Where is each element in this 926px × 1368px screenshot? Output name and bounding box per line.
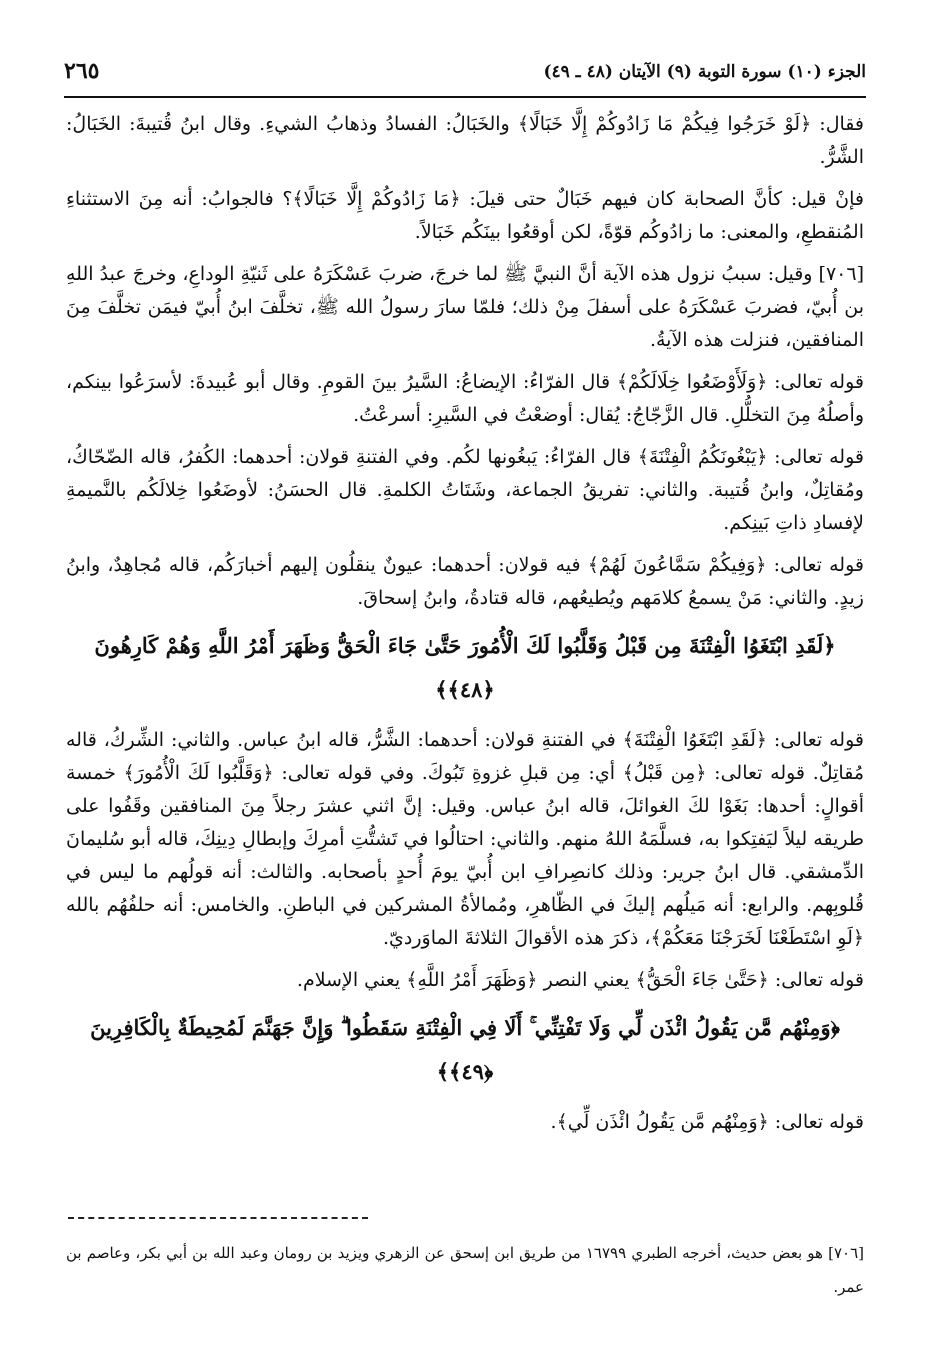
footnote: [٧٠٦] هو بعض حديث، أخرجه الطبري ١٦٧٩٩ من طريق ابن إسحق عن الزهري ويزيد بن رومان وعبد الله بن أبي بكر، وعاصم بن عمر. [66, 1244, 865, 1296]
running-header [64, 56, 866, 96]
quran-verse-48: ﴿لَقَدِ ابْتَغَوُا الْفِتْنَةَ مِن قَبْلُ وَقَلَّبُوا لَكَ الْأُمُورَ حَتَّىٰ جَاءَ الْحَقُّ وَظَهَرَ أَمْرُ اللَّهِ وَهُمْ كَارِهُونَ ﴿٤٨﴾﴾ [94, 633, 836, 702]
page-number: ٢٦٥ [64, 58, 100, 84]
paragraph: فقال: ﴿لَوْ خَرَجُوا فِيكُمْ مَا زَادُوكُمْ إِلَّا خَبَالًا﴾ والخَبَالُ: الفسادُ وذهابُ الشيءِ. وقال ابنُ قُتيبةَ: الخَبَالُ: الشَّرُّ. [66, 113, 864, 168]
paragraph: قوله تعالى: ﴿وَفِيكُمْ سَمَّاعُونَ لَهُمْ﴾ فيه قولان: أحدهما: عيونٌ ينقلُون إليهم أخبارَكُم، قاله مُجاهِدٌ، وابنُ زيدٍ. والثاني: مَنْ يسمعُ كلامَهم ويُطيعُهم، قاله قتادةُ، وابنُ إسحاقَ. [66, 554, 864, 609]
main-text [66, 108, 864, 1148]
paragraph: قوله تعالى: ﴿وَلَأَوْضَعُوا خِلَالَكُمْ﴾ قال الفرّاءُ: الإيضاعُ: السَّيرُ بينَ القومِ. وقال أبو عُبيدةَ: لأسرَعُوا بينكم، وأصلُهُ مِنَ التخلُّلِ. قال الزَّجّاجُ: يُقال: أوضعْتُ في السَّيرِ: أسرعْتُ. [66, 371, 864, 426]
header-rule [64, 96, 866, 98]
paragraph: [٧٠٦] وقيل: سببُ نزول هذه الآية أنَّ النبيَّ ﷺ لما خرجَ، ضربَ عَسْكَرَهُ على ثَنيّةِ الوداعِ، وخرجَ عبدُ اللهِ بن أُبيّ، فضربَ عَسْكَرَهُ على أسفلَ مِنْ ذلك؛ فلمّا سارَ رسولُ الله ﷺ، تخلَّفَ ابنُ أُبيّ فيمَن تخلَّفَ مِنَ المنافقين، فنزلت هذه الآيةُ. [66, 263, 864, 351]
footnote-divider [68, 1217, 368, 1219]
paragraph: قوله تعالى: ﴿يَبْغُونَكُمُ الْفِتْنَةَ﴾ قال الفرّاءُ: يَبغُونها لكُم. وفي الفتنةِ قولان: أحدهما: الكُفرُ، قاله الضّحّاكُ، ومُقاتِلٌ، وابنُ قُتيبة. والثاني: تفريقُ الجماعة، وشَتَاتُ الكلمةِ. قال الحسَنُ: لأوضَعُوا خِلالَكُم بالنَّميمةِ لإفسادِ ذاتِ بَينِكم. [66, 446, 864, 534]
paragraph: قوله تعالى: ﴿حَتَّىٰ جَاءَ الْحَقُّ﴾ يعني النصر ﴿وَظَهَرَ أَمْرُ اللَّهِ﴾ يعني الإسلام. [296, 969, 864, 991]
header-title: الجزء (١٠) سورة التوبة (٩) الآيتان (٤٨ ـ ٤٩) [543, 62, 866, 82]
paragraph: فإنْ قيل: كأنَّ الصحابة كان فيهم خَبَالٌ حتى قيلَ: ﴿مَا زَادُوكُمْ إِلَّا خَبَالًا﴾؟ فالجوابُ: أنه مِنَ الاستثناءِ المُنقطعِ، والمعنى: ما زادُوكُم قوّةً، لكن أوقعُوا بينَكُم خَبَالاً. [66, 188, 864, 243]
paragraph: قوله تعالى: ﴿لَقَدِ ابْتَغَوُا الْفِتْنَةَ﴾ في الفتنةِ قولان: أحدهما: الشَّرُّ، قاله ابنُ عباس. والثاني: الشِّركُ، قاله مُقاتِلٌ. قوله تعالى: ﴿مِن قَبْلُ﴾ أي: مِن قبلِ غزوةِ تَبُوكَ. وفي قوله تعالى: ﴿وَقَلَّبُوا لَكَ الْأُمُورَ﴾ خمسة أقوالٍ: أحدها: بَغَوْا لكَ الغوائلَ، قاله ابنُ عباس. وقيل: إنَّ اثني عشرَ رجلاً مِنَ المنافقين وقَفُوا على طريقه ليلاً ليَفتِكوا به، فسلَّمَهُ اللهُ منهم. والثاني: احتالُوا في تَشتُّتِ أمرِكَ وإبطالِ دِينِكَ، قاله أبو سُليمانَ الدِّمشقي. قال ابنُ جرير: وذلك كانصِرافِ ابن أُبيّ يومَ أُحدٍ بأصحابه. والثالث: أنه قولُهم ما ليس في قُلوبِهم. والرابع: أنه مَيلُهم إليكَ في الظّاهرِ، ومُمالأةُ المشركين في الباطنِ. والخامس: أنه حلفُهُم بالله ﴿لَوِ اسْتَطَعْنَا لَخَرَجْنَا مَعَكُمْ﴾، ذكرَ هذه الأقوالَ الثلاثةَ الماوَرديّ. [66, 729, 864, 949]
paragraph: قوله تعالى: ﴿وَمِنْهُم مَّن يَقُولُ ائْذَن لِّي﴾. [550, 1111, 864, 1133]
quran-verse-49: ﴿وَمِنْهُم مَّن يَقُولُ ائْذَن لِّي وَلَا تَفْتِنِّي ۚ أَلَا فِي الْفِتْنَةِ سَقَطُوا ۗ وَإِنَّ جَهَنَّمَ لَمُحِيطَةٌ بِالْكَافِرِينَ ﴿٤٩﴾﴾ [90, 1015, 840, 1084]
